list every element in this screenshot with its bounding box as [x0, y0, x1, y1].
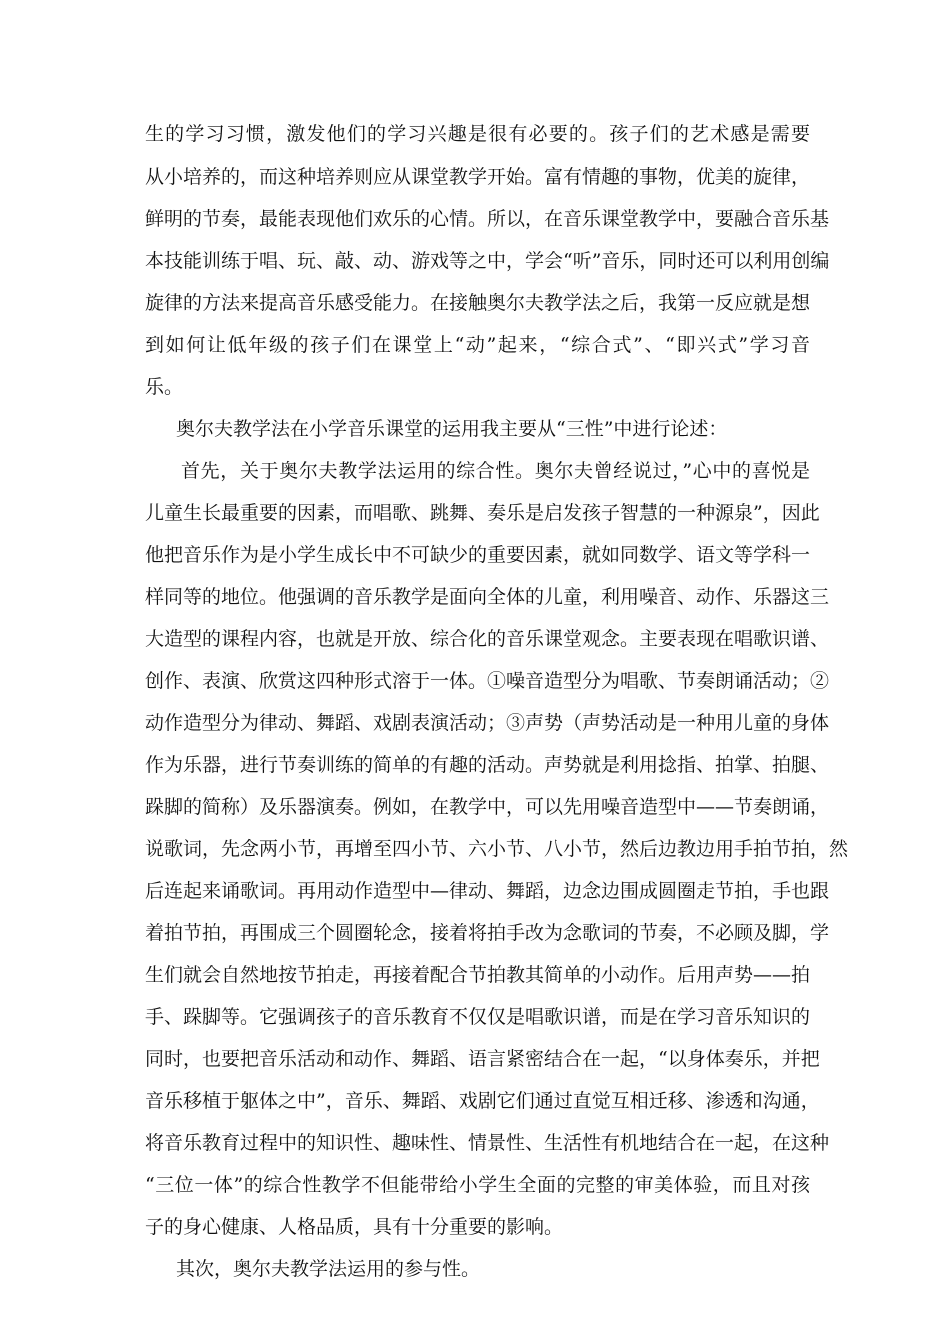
paragraph-intro: 奥尔夫教学法在小学音乐课堂的运用我主要从“三性”中进行论述： [176, 418, 728, 440]
text-line: 跺脚的简称）及乐器演奏。例如，在教学中，可以先用噪音造型中——节奏朗诵， [145, 796, 830, 818]
text-line: 音乐移植于躯体之中”，音乐、舞蹈、戏剧它们通过直觉互相迁移、渗透和沟通， [145, 1090, 820, 1112]
text-line: 鲜明的节奏，最能表现他们欢乐的心情。所以，在音乐课堂教学中，要融合音乐基 [145, 208, 830, 230]
text-line: 他把音乐作为是小学生成长中不可缺少的重要因素，就如同数学、语文等学科一 [145, 544, 811, 566]
text-line: 后连起来诵歌词。再用动作造型中—律动、舞蹈，边念边围成圆圈走节拍，手也跟 [145, 880, 830, 902]
paragraph-first-line: 首先，关于奥尔夫教学法运用的综合性。奥尔夫曾经说过，”心中的喜悦是 [181, 460, 810, 482]
text-line: 到如何让低年级的孩子们在课堂上“动”起来，“综合式”、“即兴式”学习音 [145, 334, 810, 356]
text-line: 样同等的地位。他强调的音乐教学是面向全体的儿童，利用噪音、动作、乐器这三 [145, 586, 830, 608]
text-line: 将音乐教育过程中的知识性、趣味性、情景性、生活性有机地结合在一起，在这种 [145, 1132, 830, 1154]
text-line: 同时，也要把音乐活动和动作、舞蹈、语言紧密结合在一起，“以身体奏乐，并把 [145, 1048, 820, 1070]
text-line: 创作、表演、欣赏这四种形式溶于一体。①噪音造型分为唱歌、节奏朗诵活动；② [145, 670, 830, 692]
text-line: 手、跺脚等。它强调孩子的音乐教育不仅仅是唱歌识谱，而是在学习音乐知识的 [145, 1006, 811, 1028]
text-line: 旋律的方法来提高音乐感受能力。在接触奥尔夫教学法之后，我第一反应就是想 [145, 292, 811, 314]
text-line: 大造型的课程内容，也就是开放、综合化的音乐课堂观念。主要表现在唱歌识谱、 [145, 628, 830, 650]
text-line: 从小培养的，而这种培养则应从课堂教学开始。富有情趣的事物，优美的旋律， [145, 166, 811, 188]
text-line: 子的身心健康、人格品质，具有十分重要的影响。 [145, 1216, 564, 1238]
text-line: “三位一体”的综合性教学不但能带给小学生全面的完整的审美体验，而且对孩 [145, 1174, 810, 1196]
text-line: 生们就会自然地按节拍走，再接着配合节拍教其简单的小动作。后用声势——拍 [145, 964, 811, 986]
text-line: 动作造型分为律动、舞蹈、戏剧表演活动；③声势（声势活动是一种用儿童的身体 [145, 712, 830, 734]
text-line: 本技能训练于唱、玩、敲、动、游戏等之中，学会“听”音乐，同时还可以利用创编 [145, 250, 830, 272]
text-line: 着拍节拍，再围成三个圆圈轮念，接着将拍手改为念歌词的节奏，不必顾及脚，学 [145, 922, 830, 944]
text-line: 说歌词，先念两小节，再增至四小节、六小节、八小节，然后边教边用手拍节拍，然 [145, 838, 849, 860]
text-line: 乐。 [145, 376, 184, 398]
text-line: 生的学习习惯，激发他们的学习兴趣是很有必要的。孩子们的艺术感是需要 [145, 123, 810, 145]
paragraph-heading: 其次，奥尔夫教学法运用的参与性。 [176, 1258, 481, 1280]
text-line: 作为乐器，进行节奏训练的简单的有趣的活动。声势就是利用捻指、拍掌、拍腿、 [145, 754, 830, 776]
text-line: 儿童生长最重要的因素，而唱歌、跳舞、奏乐是启发孩子智慧的一种源泉”，因此 [145, 502, 820, 524]
